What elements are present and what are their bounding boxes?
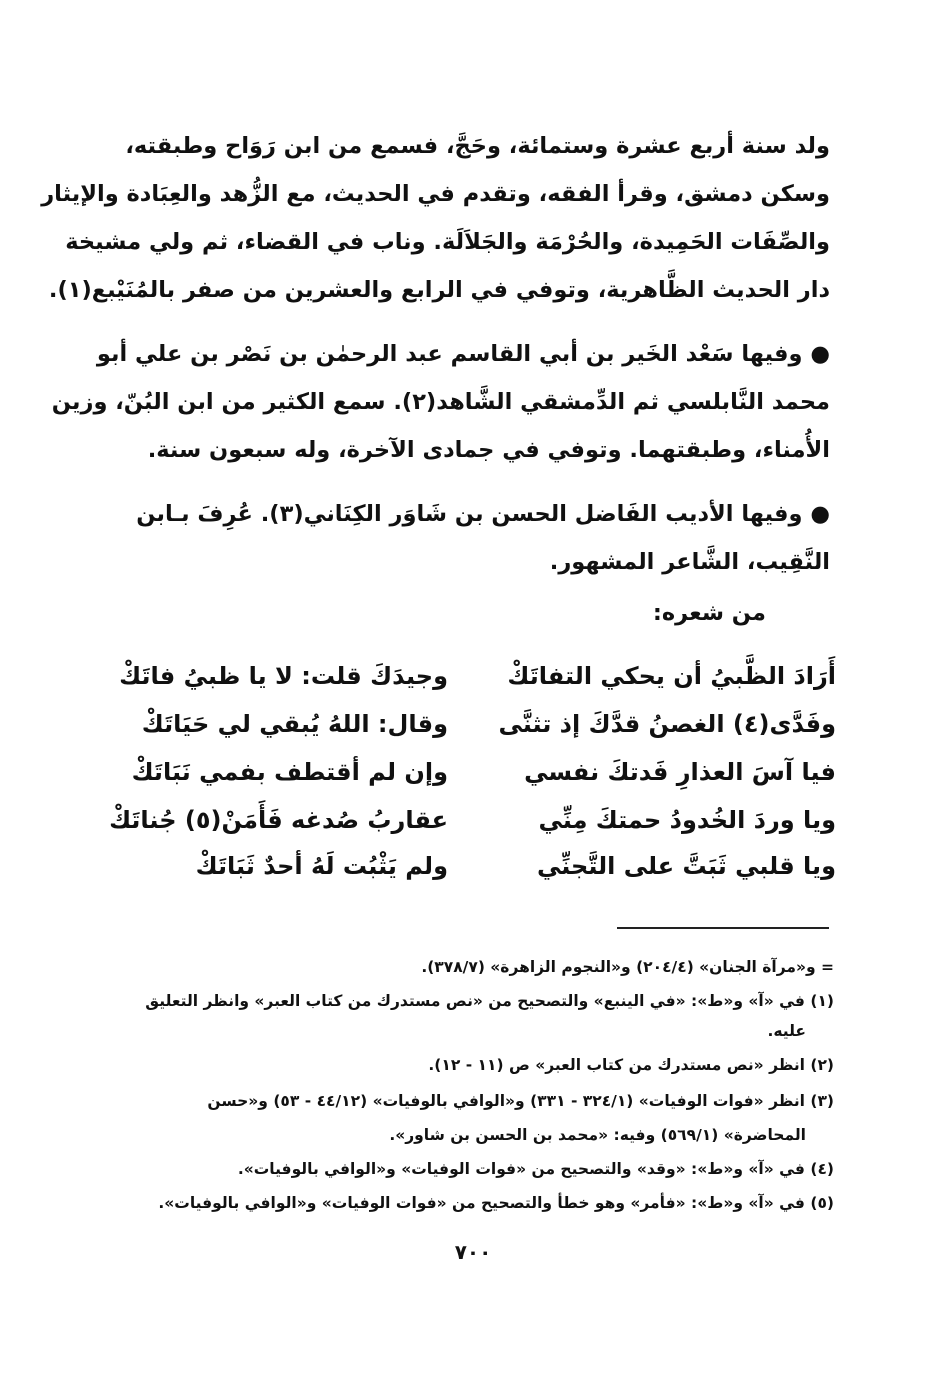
footnote-line: المحاضرة» (٥٦٩/١) وفيه: «محمد بن الحسن بن شاور». xyxy=(389,1126,806,1144)
footnote-line: (٤) في «آ» و«ط»: «وقد» والتصحيح من «فوات الوفيات» و«الوافي بالوفيات». xyxy=(237,1160,834,1178)
verse-first-hemistich: فيا آسَ العذارِ فَدتكَ نفسي xyxy=(524,758,836,786)
verse-second-hemistich: عقاربُ صُدغه فَأَمَنْ(٥) جُناتَكْ xyxy=(109,806,448,834)
paragraph-biography xyxy=(41,122,830,314)
verse-first-hemistich: أَرَادَ الظَّبيُ أن يحكي التفاتَكْ xyxy=(507,662,836,690)
paragraph-hasan-ibn-shawar xyxy=(108,490,830,586)
poem-intro: من شعره: xyxy=(652,600,766,626)
text-line: ولد سنة أربع عشرة وستمائة، وحَجَّ، فسمع من ابن رَوَاح وطبقته، xyxy=(125,133,830,159)
text-line: دار الحديث الظَّاهرية، وتوفي في الرابع والعشرين من صفر بالمُنَيْبع(١). xyxy=(48,277,830,303)
footnote-line: (١) في «آ» و«ط»: «في الينبع» والتصحيح من «نص مستدرك من كتاب العبر» وانظر التعليق xyxy=(145,992,834,1010)
footnote-line: = و«مرآة الجنان» (٢٠٤/٤) و«النجوم الزاهرة» (٣٧٨/٧). xyxy=(421,958,834,976)
verse-first-hemistich: ويا وردَ الخُدودُ حمتكَ مِنِّي xyxy=(538,806,836,834)
verse-first-hemistich: ويا قلبي ثَبَتَّ على التَّجنِّي xyxy=(536,852,836,880)
text-line: والصِّفَات الحَمِيدة، والحُرْمَة والجَلاَلَة. وناب في القضاء، ثم ولي مشيخة xyxy=(65,229,830,255)
footnote-line: (٣) انظر «فوات الوفيات» (٣٢٤/١ - ٣٣١) و«الوافي بالوفيات» (٤٤/١٢ - ٥٣) و«حسن xyxy=(207,1092,834,1110)
text-line: وسكن دمشق، وقرأ الفقه، وتقدم في الحديث، مع الزُّهد والعِبَادة والإيثار xyxy=(41,181,830,207)
verse-second-hemistich: وجيدَكَ قلت: لا يا ظبيُ فاتَكْ xyxy=(119,662,448,690)
page-number: ٧٠٠ xyxy=(454,1240,492,1264)
verse-second-hemistich: وإن لم أقتطف بفمي نَبَاتَكْ xyxy=(131,758,448,786)
verse-second-hemistich: ولم يَثْبُت لَهُ أحدٌ ثَبَاتَكْ xyxy=(195,852,448,880)
footnote-line: (٢) انظر «نص مستدرك من كتاب العبر» ص (١١ - ١٢). xyxy=(428,1056,834,1074)
text-line: الأُمناء، وطبقتهما. وتوفي في جمادى الآخرة، وله سبعون سنة. xyxy=(147,437,830,463)
verse-second-hemistich: وقال: اللهُ يُبقي لي حَيَاتَكْ xyxy=(141,710,448,738)
text-line: ● وفيها سَعْد الخَير بن أبي القاسم عبد الرحمٰن بن نَصْر بن علي أبو xyxy=(96,341,830,367)
footnote-divider xyxy=(617,927,829,929)
verse-first-hemistich: وفَدَّى(٤) الغصنُ قدَّكَ إذ تثنَّى xyxy=(498,710,836,738)
text-line: محمد النَّابلسي ثم الدِّمشقي الشَّاهد(٢). سمع الكثير من ابن البُنّ، وزين xyxy=(51,389,830,415)
paragraph-saad-alkhayr xyxy=(51,330,830,474)
text-line: ● وفيها الأديب الفَاضل الحسن بن شَاوَر الكِنَاني(٣). عُرِفَ بـابن xyxy=(136,501,830,527)
footnote-line: عليه. xyxy=(767,1022,806,1040)
text-line: النَّقِيب، الشَّاعر المشهور. xyxy=(549,549,830,575)
footnote-line: (٥) في «آ» و«ط»: «فأمر» وهو خطأ والتصحيح من «فوات الوفيات» و«الوافي بالوفيات». xyxy=(158,1194,834,1212)
